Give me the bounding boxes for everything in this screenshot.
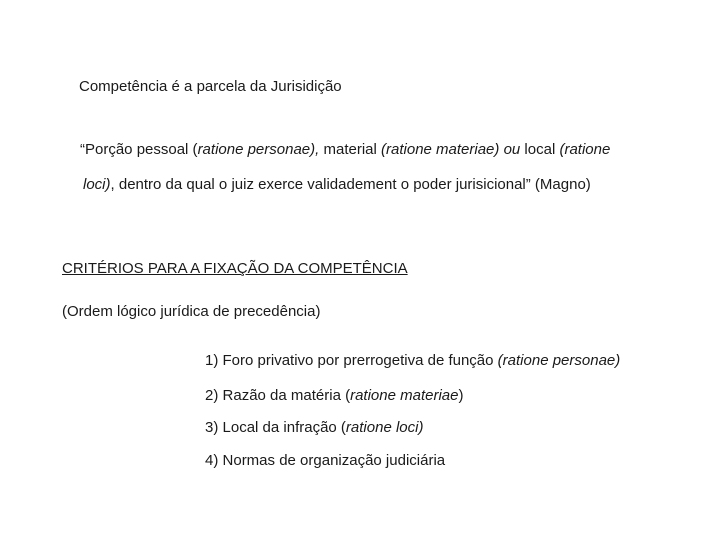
section-subtitle: (Ordem lógico jurídica de precedência) — [62, 303, 321, 320]
intro-text: Competência é a parcela da Jurisidição — [79, 78, 342, 95]
criteria-text: Normas de organização judiciária — [222, 452, 446, 469]
quote-segment: (ratione — [559, 141, 611, 158]
quote-segment: loci) — [83, 176, 111, 193]
criteria-item — [205, 351, 620, 371]
criteria-close: ) — [458, 387, 464, 404]
quote-segment: “Porção pessoal ( — [80, 141, 198, 158]
criteria-number: 3) — [205, 419, 219, 436]
quote-line-1 — [80, 140, 610, 160]
quote-segment: material — [323, 141, 382, 158]
quote-segment: , dentro da qual o juiz exerce validadement o poder jurisicional” (Magno) — [110, 176, 591, 193]
criteria-number: 1) — [205, 352, 219, 369]
criteria-number: 2) — [205, 387, 219, 404]
criteria-item — [205, 451, 445, 471]
criteria-number: 4) — [205, 452, 219, 469]
quote-line-2 — [83, 175, 591, 195]
quote-segment: local — [524, 141, 560, 158]
criteria-item — [205, 418, 423, 438]
criteria-text: Razão da matéria ( — [222, 387, 351, 404]
quote-segment: (ratione materiae) ou — [381, 141, 525, 158]
quote-segment: ratione personae), — [197, 141, 324, 158]
criteria-text: Foro privativo por prerrogetiva de função — [222, 352, 494, 369]
criteria-latin: ratione materiae — [350, 387, 459, 404]
criteria-latin: ratione loci) — [345, 419, 424, 436]
section-heading: CRITÉRIOS PARA A FIXAÇÃO DA COMPETÊNCIA — [62, 260, 408, 277]
criteria-latin: (ratione personae) — [497, 352, 621, 369]
criteria-text: Local da infração ( — [222, 419, 346, 436]
criteria-item — [205, 386, 463, 406]
